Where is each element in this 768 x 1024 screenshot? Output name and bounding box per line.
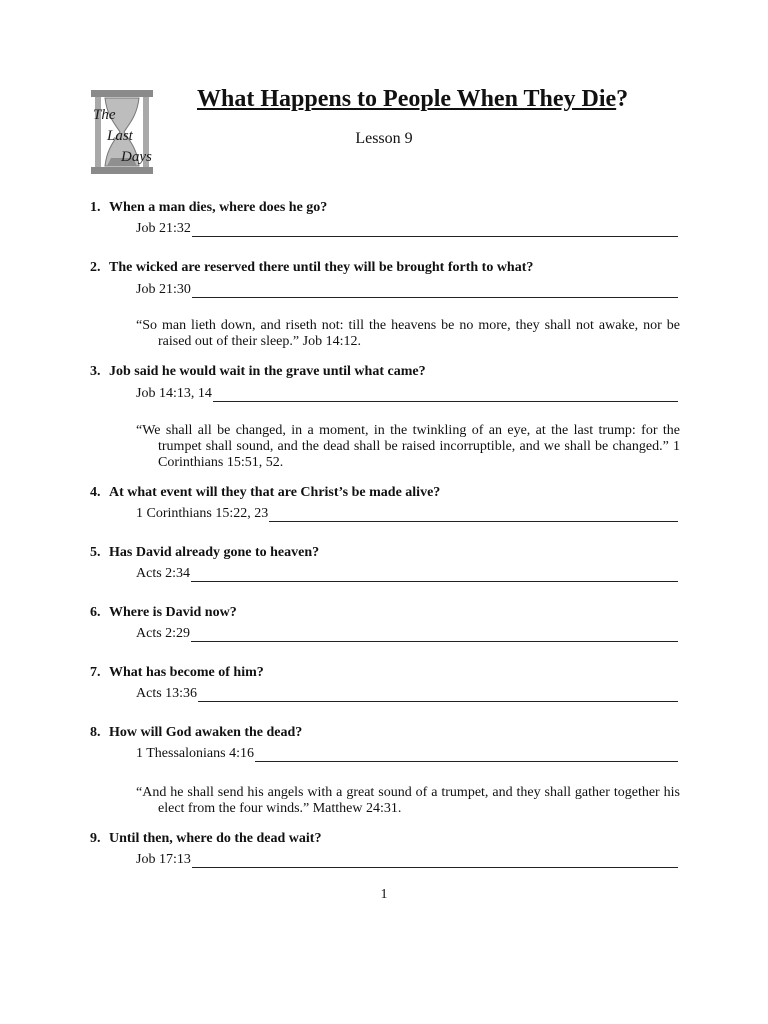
question-text: Until then, where do the dead wait? (109, 831, 322, 846)
scripture-reference: Acts 2:34 (136, 566, 191, 581)
blank-line[interactable] (192, 284, 678, 298)
blank-line[interactable] (198, 688, 678, 702)
page-title (197, 86, 667, 113)
question-number: 5. (90, 545, 101, 560)
scripture-reference: Job 21:30 (136, 282, 191, 297)
question-2 (90, 260, 533, 276)
logo-word-last: Last (107, 128, 133, 144)
question-3 (90, 364, 426, 380)
question-text: Where is David now? (109, 605, 237, 620)
page-number: 1 (380, 887, 388, 902)
page-title-punct: ? (616, 86, 629, 112)
answer-line-3[interactable] (136, 386, 678, 402)
scripture-quote-3 (136, 785, 680, 817)
question-5 (90, 545, 319, 561)
question-6 (90, 605, 237, 621)
scripture-reference: Acts 13:36 (136, 686, 198, 701)
scripture-reference: 1 Thessalonians 4:16 (136, 746, 254, 761)
scripture-reference: Acts 2:29 (136, 626, 191, 641)
question-number: 4. (90, 485, 101, 500)
blank-line[interactable] (269, 508, 678, 522)
question-number: 3. (90, 364, 101, 379)
answer-line-5[interactable] (136, 566, 678, 582)
quote-text: “So man lieth down, and riseth not: till the heavens be no more, they shall not awake, nor be raised out of their sleep.” Job 14:12. (136, 318, 680, 349)
scripture-reference: 1 Corinthians 15:22, 23 (136, 506, 269, 521)
question-number: 1. (90, 200, 101, 215)
question-number: 8. (90, 725, 101, 740)
scripture-quote-1 (136, 318, 680, 350)
question-1 (90, 200, 327, 216)
question-text: What has become of him? (109, 665, 264, 680)
blank-line[interactable] (255, 748, 678, 762)
logo-word-days: Days (121, 149, 152, 165)
question-text: Job said he would wait in the grave until what came? (109, 364, 426, 379)
question-text: How will God awaken the dead? (109, 725, 303, 740)
quote-text: “We shall all be changed, in a moment, in the twinkling of an eye, at the last trump: for the trumpet shall sound, and the dead shall be raised incorruptible, and we shall be changed.” 1 Corinthians 15:51, 52. (136, 423, 680, 470)
answer-line-4[interactable] (136, 506, 678, 522)
blank-line[interactable] (192, 854, 678, 868)
question-number: 9. (90, 831, 101, 846)
lesson-label: Lesson 9 (355, 130, 413, 147)
quote-text: “And he shall send his angels with a great sound of a trumpet, and they shall gather together his elect from the four winds.” Matthew 24:31. (136, 785, 680, 816)
answer-line-2[interactable] (136, 282, 678, 298)
scripture-reference: Job 17:13 (136, 852, 191, 867)
blank-line[interactable] (213, 388, 678, 402)
question-4 (90, 485, 440, 501)
question-number: 6. (90, 605, 101, 620)
question-7 (90, 665, 264, 681)
question-text: Has David already gone to heaven? (109, 545, 320, 560)
question-number: 2. (90, 260, 101, 275)
scripture-reference: Job 14:13, 14 (136, 386, 212, 401)
scripture-reference: Job 21:32 (136, 221, 191, 236)
question-text: The wicked are reserved there until they will be brought forth to what? (109, 260, 534, 275)
question-9 (90, 831, 321, 847)
blank-line[interactable] (192, 223, 678, 237)
answer-line-7[interactable] (136, 686, 678, 702)
page-title-text: What Happens to People When They Die (197, 86, 617, 112)
scripture-quote-2 (136, 423, 680, 471)
question-text: When a man dies, where does he go? (109, 200, 328, 215)
blank-line[interactable] (191, 628, 678, 642)
question-8 (90, 725, 302, 741)
question-text: At what event will they that are Christ’s be made alive? (109, 485, 441, 500)
answer-line-9[interactable] (136, 852, 678, 868)
answer-line-8[interactable] (136, 746, 678, 762)
question-number: 7. (90, 665, 101, 680)
blank-line[interactable] (191, 568, 678, 582)
logo-word-the: The (93, 107, 116, 123)
answer-line-6[interactable] (136, 626, 678, 642)
answer-line-1[interactable] (136, 221, 678, 237)
